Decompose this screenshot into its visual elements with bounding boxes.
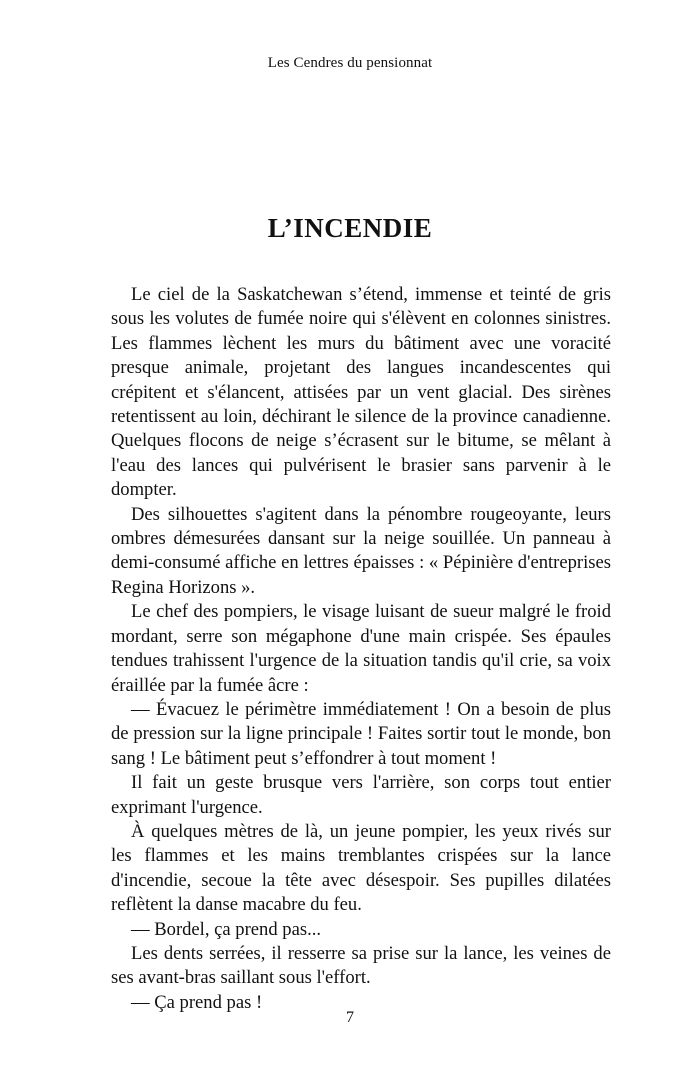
paragraph: Les dents serrées, il resserre sa prise sur la lance, les veines de ses avant-bras saillant sous l'effort. [111, 942, 611, 989]
chapter-title: L’INCENDIE [267, 213, 433, 243]
paragraph: Des silhouettes s'agitent dans la pénombre rougeoyante, leurs ombres démesurées dansant sur la neige souillée. Un panneau à demi-consumé affiche en lettres épaisses : « Pépinière d'entreprises Regina Horizons ». [111, 503, 611, 598]
dialogue-line: — Évacuez le périmètre immédiatement ! On a besoin de plus de pression sur la ligne principale ! Faites sortir tout le monde, bon sang ! Le bâtiment peut s’effondrer à tout moment ! [111, 698, 611, 769]
paragraph: Le ciel de la Saskatchewan s’étend, immense et teinté de gris sous les volutes de fumée noire qui s'élèvent en colonnes sinistres. Les flammes lèchent les murs du bâtiment avec une voracité presque animale, projetant des langues incandescentes qui crépitent et s'élancent, attisées par un vent glacial. Des sirènes retentissent au loin, déchirant le silence de la province canadienne. Quelques flocons de neige s’écrasent sur le bitume, se mêlant à l'eau des lances qui pulvérisent le brasier sans parvenir à le dompter. [111, 284, 611, 501]
page-number: 7 [346, 1009, 354, 1026]
paragraph: À quelques mètres de là, un jeune pompier, les yeux rivés sur les flammes et les mains tremblantes crispées sur la lance d'incendie, secoue la tête avec désespoir. Ses pupilles dilatées reflètent la danse macabre du feu. [111, 820, 611, 916]
paragraph: Le chef des pompiers, le visage luisant de sueur malgré le froid mordant, serre son mégaphone d'une main crispée. Ses épaules tendues trahissent l'urgence de la situation tandis qu'il crie, sa voix éraillée par la fumée âcre : [111, 601, 611, 696]
dialogue-line: — Bordel, ça prend pas... [131, 918, 322, 940]
dialogue-line: — Ça prend pas ! [131, 991, 263, 1013]
paragraph: Il fait un geste brusque vers l'arrière, son corps tout entier exprimant l'urgence. [111, 772, 611, 818]
running-header: Les Cendres du pensionnat [267, 55, 433, 71]
chapter-body [111, 283, 611, 1015]
